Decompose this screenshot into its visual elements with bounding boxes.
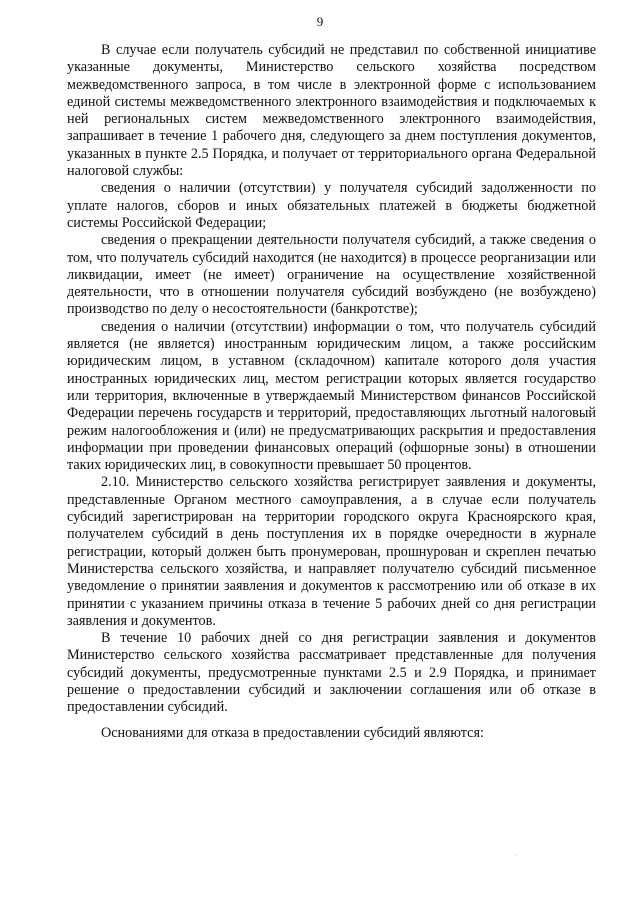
paragraph-foreign-entity-info: сведения о наличии (отсутствии) информации о том, что получатель субсидий является (не является) иностранным юридическим лицом, а также российским юридическим лицом, в уставном (складочном) капитале которого доля участия иностранных юридических лиц, местом регистрации которых является государство или территория, включенные в утверждаемый Министерством финансов Российской Федерации перечень государств и территорий, предоставляющих льготный налоговый режим налогообложения и (или) не предусматривающих раскрытия и предоставления информации при проведении финансовых операций (офшорные зоны) в отношении таких юридических лиц, в совокупности превышает 50 процентов. <box>67 318 596 474</box>
paragraph-tax-debt-info: сведения о наличии (отсутствии) у получателя субсидий задолженности по уплате налогов, сборов и иных обязательных платежей в бюджеты бюджетной системы Российской Федерации; <box>67 180 596 231</box>
paragraph-interagency-request: В случае если получатель субсидий не представил по собственной инициативе указанные документы, Министерство сельского хозяйства посредством межведомственного запроса, в том числе в электронной форме с использованием единой системы межведомственного электронного взаимодействия и подключаемых к ней региональных систем межведомственного электронного взаимодействия, запрашивает в течение 1 рабочего дня, следующего за днем поступления документов, указанных в пункте 2.5 Порядка, и получает от территориального органа Федеральной налоговой службы: <box>67 42 596 180</box>
paragraph-2-10-registration: 2.10. Министерство сельского хозяйства регистрирует заявления и документы, представленные Органом местного самоуправления, а в случае если получатель субсидий зарегистрирован на территории городского округа Красноярского края, получателем субсидий в день поступления их в порядке очередности в журнале регистрации, который должен быть пронумерован, прошнурован и скреплен печатью Министерства сельского хозяйства, и направляет получателю субсидий письменное уведомление о принятии заявления и документов к рассмотрению или об отказе в их принятии с указанием причины отказа в течение 5 рабочих дней со дня регистрации заявления и документов. <box>67 474 596 629</box>
scan-mark: · <box>514 850 517 860</box>
paragraph-review-decision: В течение 10 рабочих дней со дня регистрации заявления и документов Министерство сельского хозяйства рассматривает представленные для получения субсидий документы, предусмотренные пунктами 2.5 и 2.9 Порядка, и принимает решение о предоставлении субсидий и заключении соглашения или об отказе в предоставлении субсидий. <box>67 630 596 716</box>
document-body <box>67 42 596 742</box>
paragraph-activity-termination-info: сведения о прекращении деятельности получателя субсидий, а также сведения о том, что получатель субсидий находится (не находится) в процессе реорганизации или ликвидации, имеет (не имеет) ограничение на осуществление хозяйственной деятельности, что в отношении получателя субсидий возбуждено (не возбуждено) производство по делу о несостоятельности (банкротстве); <box>67 232 596 318</box>
paragraph-refusal-grounds: Основаниями для отказа в предоставлении субсидий являются: <box>101 724 484 741</box>
page-number: 9 <box>316 14 324 29</box>
